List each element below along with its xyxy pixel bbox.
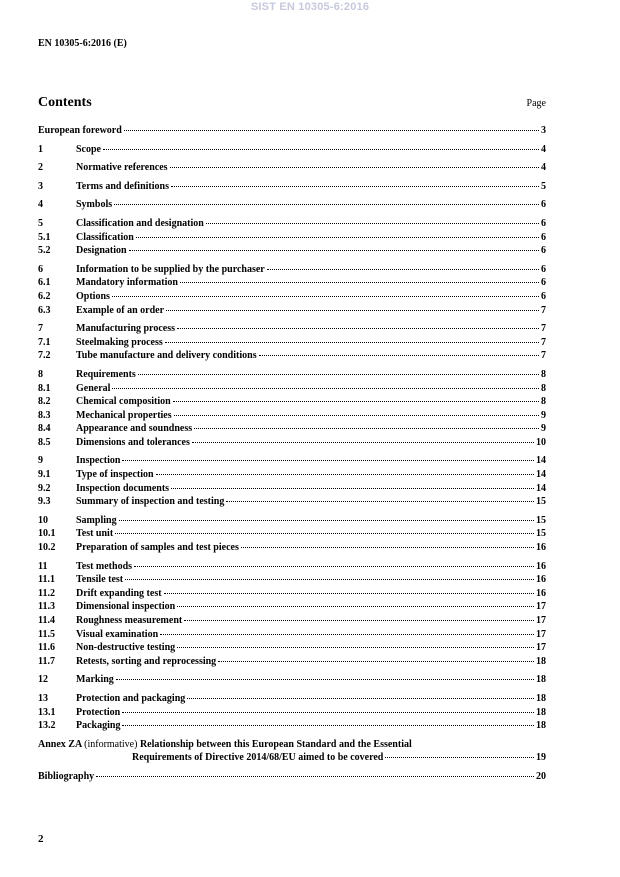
annex-page: 19 xyxy=(536,752,546,764)
page-number: 2 xyxy=(38,833,44,845)
dot-leader xyxy=(259,355,539,356)
toc-entry[interactable] xyxy=(38,495,546,509)
toc-entry-number: 11.3 xyxy=(38,601,55,613)
toc-entry[interactable] xyxy=(38,395,546,409)
annex-type: (informative) xyxy=(84,738,138,750)
toc-entry-title: Manufacturing process xyxy=(76,323,175,335)
toc-entry-title: Test methods xyxy=(76,560,133,572)
toc-entry-title: Inspection xyxy=(76,455,121,467)
toc-entry-number: 11.1 xyxy=(38,574,55,586)
toc-entry-number: 3 xyxy=(38,180,43,192)
dot-leader xyxy=(138,374,539,375)
toc-entry-page: 7 xyxy=(541,323,546,335)
toc-entry-page: 7 xyxy=(541,350,546,362)
dot-leader xyxy=(103,149,539,150)
dot-leader xyxy=(115,533,534,534)
toc-entry[interactable] xyxy=(38,706,546,720)
dot-leader xyxy=(184,620,534,621)
toc-entry-page: 14 xyxy=(536,455,546,467)
toc-entry-page: 15 xyxy=(536,528,546,540)
toc-entry[interactable] xyxy=(38,409,546,423)
dot-leader xyxy=(122,725,534,726)
toc-entry[interactable] xyxy=(38,573,546,587)
toc-entry-number: 5.2 xyxy=(38,245,51,257)
toc-entry-page: 17 xyxy=(536,628,546,640)
toc-entry-number: 8.1 xyxy=(38,382,51,394)
toc-entry-page: 18 xyxy=(536,692,546,704)
toc-entry-number: 7.1 xyxy=(38,336,51,348)
toc-entry-number: 11 xyxy=(38,560,48,572)
toc-entry-title: Drift expanding test xyxy=(76,587,162,599)
toc-entry-number: 5.1 xyxy=(38,231,51,243)
dot-leader xyxy=(160,634,534,635)
toc-entry-page: 7 xyxy=(541,336,546,348)
toc-entry-page: 8 xyxy=(541,368,546,380)
toc-entry-title: Steelmaking process xyxy=(76,336,163,348)
toc-entry[interactable] xyxy=(38,514,546,528)
annex-title-line2: Requirements of Directive 2014/68/EU aimed to be covered xyxy=(132,752,384,764)
toc-entry-page: 16 xyxy=(536,574,546,586)
toc-entry[interactable] xyxy=(38,322,546,336)
dot-leader xyxy=(177,328,539,329)
toc-entries xyxy=(38,124,546,733)
toc-entry[interactable] xyxy=(38,143,546,157)
toc-entry-page: 8 xyxy=(541,396,546,408)
toc-entry-title: Requirements xyxy=(76,368,136,380)
dot-leader xyxy=(116,679,534,680)
toc-entry[interactable] xyxy=(38,541,546,555)
toc-entry-title: Dimensions and tolerances xyxy=(76,436,190,448)
toc-entry-number: 9 xyxy=(38,455,43,467)
toc-entry-page: 14 xyxy=(536,469,546,481)
toc-entry-title: Options xyxy=(76,290,110,302)
toc-entry[interactable] xyxy=(38,217,546,231)
toc-entry-number: 6 xyxy=(38,263,43,275)
toc-entry-number: 7 xyxy=(38,323,43,335)
toc-entry-number: 10 xyxy=(38,514,48,526)
toc-entry-title: Visual examination xyxy=(76,628,159,640)
toc-entry[interactable] xyxy=(38,655,546,669)
toc-entry-number: 6.1 xyxy=(38,277,51,289)
toc-entry-number: 5 xyxy=(38,217,43,229)
toc-entry-number: 1 xyxy=(38,143,43,155)
toc-entry[interactable] xyxy=(38,276,546,290)
toc-entry[interactable] xyxy=(38,231,546,245)
toc-entry-page: 14 xyxy=(536,482,546,494)
dot-leader xyxy=(156,474,534,475)
toc-entry[interactable] xyxy=(38,587,546,601)
toc-entry-number: 13 xyxy=(38,692,48,704)
toc-entry-number: 6.3 xyxy=(38,304,51,316)
toc-entry-page: 15 xyxy=(536,514,546,526)
dot-leader xyxy=(177,606,534,607)
toc-entry-page: 6 xyxy=(541,231,546,243)
toc-entry-page: 6 xyxy=(541,290,546,302)
toc-entry-title: Test unit xyxy=(76,528,114,540)
toc-entry-number: 12 xyxy=(38,674,48,686)
toc-entry-page: 4 xyxy=(541,162,546,174)
toc-entry-number: 9.1 xyxy=(38,469,51,481)
toc-entry-number: 8.3 xyxy=(38,409,51,421)
toc-entry[interactable] xyxy=(38,600,546,614)
toc-entry-title: Packaging xyxy=(76,720,121,732)
toc-entry-number: 10.1 xyxy=(38,528,56,540)
toc-entry-number: 7.2 xyxy=(38,350,51,362)
dot-leader xyxy=(226,501,534,502)
dot-leader xyxy=(122,712,534,713)
toc-entry-title: Protection and packaging xyxy=(76,692,186,704)
dot-leader xyxy=(124,130,539,131)
toc-entry-number: 8 xyxy=(38,368,43,380)
dot-leader xyxy=(114,204,539,205)
toc-entry-title: Mechanical properties xyxy=(76,409,172,421)
toc-entry-title: Marking xyxy=(76,674,114,686)
toc-entry-page: 18 xyxy=(536,720,546,732)
dot-leader xyxy=(166,310,539,311)
toc-entry-title: Tube manufacture and delivery conditions xyxy=(76,350,257,362)
toc-entry-title: Normative references xyxy=(76,162,168,174)
dot-leader xyxy=(194,428,539,429)
toc-entry[interactable] xyxy=(38,244,546,258)
dot-leader xyxy=(385,757,534,758)
dot-leader xyxy=(267,269,539,270)
toc-entry[interactable] xyxy=(38,468,546,482)
toc-entry-title: Appearance and soundness xyxy=(76,423,193,435)
toc-entry-number: 11.7 xyxy=(38,655,55,667)
dot-leader xyxy=(112,296,539,297)
toc-entry[interactable] xyxy=(38,422,546,436)
toc-entry-page: 7 xyxy=(541,304,546,316)
toc-entry-title: Retests, sorting and reprocessing xyxy=(76,655,217,667)
toc-entry-title: Information to be supplied by the purchaser xyxy=(76,263,265,275)
annex-title-text-1: Relationship between this European Standard and the Essential xyxy=(139,738,412,750)
toc-entry-page: 9 xyxy=(541,423,546,435)
toc-entry-title: Type of inspection xyxy=(76,469,154,481)
toc-entry-title: Protection xyxy=(76,706,121,718)
toc-entry-number: 10.2 xyxy=(38,542,56,554)
toc-entry-title: Chemical composition xyxy=(76,396,171,408)
dot-leader xyxy=(218,661,534,662)
toc-entry-number: 13.2 xyxy=(38,720,56,732)
toc-entry-page: 6 xyxy=(541,263,546,275)
toc-entry-title: Symbols xyxy=(76,199,113,211)
toc-entry[interactable] xyxy=(38,198,546,212)
toc-entry-title: General xyxy=(76,382,111,394)
toc-entry-title: Tensile test xyxy=(76,574,124,586)
toc-entry-annex[interactable] xyxy=(38,738,546,752)
toc-entry[interactable] xyxy=(38,436,546,450)
toc-entry-number: 11.4 xyxy=(38,615,55,626)
toc-entry[interactable] xyxy=(38,382,546,396)
toc-entry-page: 15 xyxy=(536,496,546,508)
dot-leader xyxy=(180,282,539,283)
toc-entry-page: 17 xyxy=(536,601,546,613)
toc-entry-page: 6 xyxy=(541,277,546,289)
dot-leader xyxy=(125,579,534,580)
toc-entry-page: 16 xyxy=(536,587,546,599)
toc-entry-page: 17 xyxy=(536,615,546,626)
dot-leader xyxy=(174,415,539,416)
toc-entry-number: 4 xyxy=(38,199,43,211)
toc-entry-title: Non-destructive testing xyxy=(76,642,176,654)
toc-entry[interactable] xyxy=(38,161,546,175)
dot-leader xyxy=(187,698,534,699)
toc-entry-number: 8.5 xyxy=(38,436,51,448)
dot-leader xyxy=(119,520,534,521)
toc-entry[interactable] xyxy=(38,124,546,138)
dot-leader xyxy=(136,237,539,238)
toc-entry-title: Mandatory information xyxy=(76,277,178,289)
toc-entry-title: Dimensional inspection xyxy=(76,601,176,613)
toc-entry[interactable] xyxy=(38,263,546,277)
annex-title-line1 xyxy=(38,738,412,752)
contents-heading: Contents xyxy=(38,95,92,110)
toc-entry-page: 17 xyxy=(536,642,546,654)
dot-leader xyxy=(164,593,534,594)
toc-entry-page: 16 xyxy=(536,542,546,554)
bibliography-page: 20 xyxy=(536,770,546,782)
toc-entry-number: 11.2 xyxy=(38,587,55,599)
dot-leader xyxy=(122,460,534,461)
toc-entry-page: 16 xyxy=(536,560,546,572)
toc-entry[interactable] xyxy=(38,628,546,642)
toc-entry-number: 11.6 xyxy=(38,642,55,654)
toc-entry-title: Terms and definitions xyxy=(76,180,169,192)
toc-entry-page: 18 xyxy=(536,706,546,718)
toc-entry-page: 10 xyxy=(536,436,546,448)
toc-entry-number: 8.4 xyxy=(38,423,51,435)
toc-entry-page: 6 xyxy=(541,245,546,257)
toc-entry[interactable] xyxy=(38,719,546,733)
toc-entry[interactable] xyxy=(38,368,546,382)
toc-entry[interactable] xyxy=(38,673,546,687)
toc-entry-title: Classification xyxy=(76,231,134,243)
document-identifier: EN 10305-6:2016 (E) xyxy=(38,38,127,49)
dot-leader xyxy=(134,566,534,567)
dot-leader xyxy=(112,388,539,389)
toc-entry-page: 3 xyxy=(541,125,546,136)
toc-entry-number: 8.2 xyxy=(38,396,51,408)
toc-entry-title: Scope xyxy=(76,143,101,155)
bibliography-title: Bibliography xyxy=(38,770,95,782)
toc-entry[interactable] xyxy=(38,560,546,574)
toc-entry-title: European foreword xyxy=(38,125,122,136)
toc-entry-page: 8 xyxy=(541,382,546,394)
toc-entry-number: 2 xyxy=(38,162,43,174)
dot-leader xyxy=(192,442,534,443)
dot-leader xyxy=(171,186,539,187)
toc-entry[interactable] xyxy=(38,641,546,655)
dot-leader xyxy=(241,547,534,548)
toc-entry-number: 9.3 xyxy=(38,496,51,508)
dot-leader xyxy=(165,342,539,343)
toc-entry-title: Classification and designation xyxy=(76,217,204,229)
dot-leader xyxy=(170,167,539,168)
toc-entry-page: 9 xyxy=(541,409,546,421)
toc-entry[interactable] xyxy=(38,482,546,496)
toc-entry-title: Preparation of samples and test pieces xyxy=(76,542,239,554)
toc-entry-page: 4 xyxy=(541,143,546,155)
toc-entry[interactable] xyxy=(38,692,546,706)
toc-entry-title: Roughness measurement xyxy=(76,615,183,626)
toc-entry-page: 6 xyxy=(541,199,546,211)
dot-leader xyxy=(171,488,534,489)
toc-entry[interactable] xyxy=(38,290,546,304)
toc-entry-title: Example of an order xyxy=(76,304,165,316)
dot-leader xyxy=(206,223,539,224)
toc-entry-number: 6.2 xyxy=(38,290,51,302)
toc-entry-number: 13.1 xyxy=(38,706,56,718)
toc-entry-title: Designation xyxy=(76,245,127,257)
toc-entry-title: Inspection documents xyxy=(76,482,170,494)
toc-entry[interactable] xyxy=(38,304,546,318)
annex-label: Annex ZA xyxy=(38,738,82,750)
toc-entry-page: 18 xyxy=(536,655,546,667)
watermark: SIST EN 10305-6:2016 xyxy=(250,1,370,13)
toc-entry-title: Summary of inspection and testing xyxy=(76,496,225,508)
toc-entry-bibliography[interactable] xyxy=(38,770,546,784)
toc-entry[interactable] xyxy=(38,349,546,363)
toc-entry[interactable] xyxy=(38,614,546,628)
toc-entry-page: 6 xyxy=(541,217,546,229)
toc-entry[interactable] xyxy=(38,527,546,541)
toc-entry-page: 5 xyxy=(541,180,546,192)
toc-entry-number: 11.5 xyxy=(38,628,55,640)
toc-entry-page: 18 xyxy=(536,674,546,686)
toc-entry[interactable] xyxy=(38,454,546,468)
dot-leader xyxy=(177,647,534,648)
toc-entry[interactable] xyxy=(38,336,546,350)
dot-leader xyxy=(96,776,534,777)
toc-entry-annex-line2[interactable] xyxy=(38,751,546,765)
toc-entry[interactable] xyxy=(38,180,546,194)
table-of-contents xyxy=(38,124,546,784)
dot-leader xyxy=(129,250,539,251)
toc-entry-number: 9.2 xyxy=(38,482,51,494)
toc-entry-title: Sampling xyxy=(76,514,117,526)
page-column-label: Page xyxy=(526,98,546,109)
dot-leader xyxy=(173,401,539,402)
